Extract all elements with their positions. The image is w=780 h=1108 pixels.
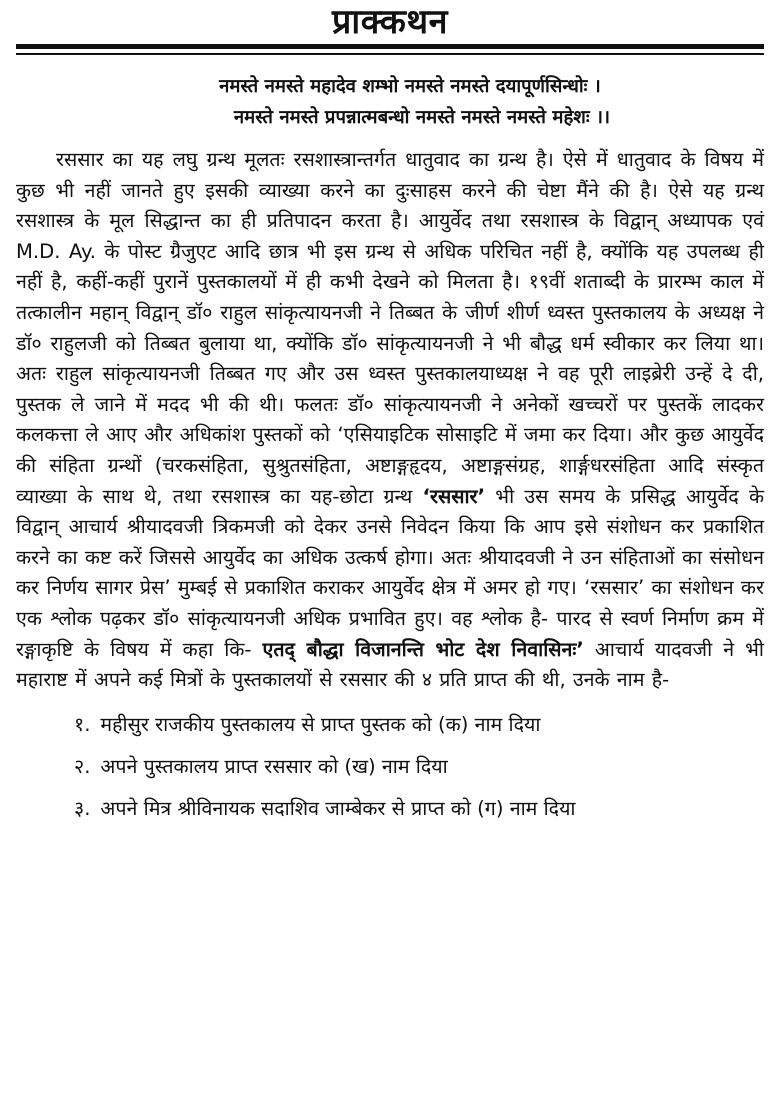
list-item [16, 746, 764, 788]
list-item-text: अपने मित्र श्रीविनायक सदाशिव जाम्बेकर से प्राप्त को (ग) नाम दिया [100, 796, 576, 820]
paragraph-text-1: रससार का यह लघु ग्रन्थ मूलतः रसशास्त्रान्तर्गत धातुवाद का ग्रन्थ है। ऐसे में धातुवाद के विषय में कुछ भी नहीं जानते हुए इसकी व्याख्या करने का दुःसाहस करने की चेष्टा मैंने की है। ऐसे यह ग्रन्थ रसशास्त्र के मूल सिद्धान्त का ही प्रतिपादन करता है। आयुर्वेद तथा रसशास्त्र के विद्वान् अध्यापक एवं M.D. Ay. के पोस्ट ग्रैजुएट आदि छात्र भी इस ग्रन्थ से अधिक परिचित नहीं है, क्योंकि यह उपलब्ध ही नहीं है, कहीं-कहीं पुरानें पुस्तकालयों में ही कभी देखने को मिलता है। १९वीं शताब्दी के प्रारम्भ काल में तत्कालीन महान् विद्वान् डॉ० राहुल सांकृत्यायनजी ने तिब्बत के जीर्ण शीर्ण ध्वस्त पुस्तकालय के अध्यक्ष ने डॉ० राहुलजी को तिब्बत बुलाया था, क्योंकि डॉ० सांकृत्यायनजी ने भी बौद्ध धर्म स्वीकार कर लिया था। अतः राहुल सांकृत्यायनजी तिब्बत गए और उस ध्वस्त पुस्तकालयाध्यक्ष ने वह पूरी लाइब्रेरी उन्हें दे दी, पुस्तक ले जाने में मदद भी की थी। फलतः डॉ० सांकृत्यायनजी ने अनेकों खच्चरों पर पुस्तकें लादकर कलकत्ता ले आए और अधिकांश पुस्तकों को ‘एसियाइटिक सोसाइटि में जमा कर दिया। और कुछ आयुर्वेद की संहिता ग्रन्थों (चरकसंहिता, सुश्रुतसंहिता, अष्टाङ्गहृदय, अष्टाङ्गसंग्रह, शार्ङ्गधरसंहिता आदि संस्कृत व्याख्या के साथ थे, तथा रसशास्त्र का यह-छोटा ग्रन्थ [16, 148, 764, 508]
title-rule-thick [16, 44, 764, 49]
paragraph-text-3: आचार्य यादवजी ने भी महाराष्ट में अपने कई मित्रों के पुस्तकालयों से रससार की ४ प्रति प्राप्त की थी, उनके नाम है- [16, 637, 764, 692]
paragraph-text-2: भी उस समय के प्रसिद्ध आयुर्वेद के विद्वान् आचार्य श्रीयादवजी त्रिकमजी को देकर उनसे निवेदन किया कि आप इसे संशोधन कर प्रकाशित करने का कष्ट करें जिससे आयुर्वेद का अधिक उत्कर्ष होगा। अतः श्रीयादवजी ने उन संहिताओं का संसोधन कर निर्णय सागर प्रेस’ मुम्बई से प्रकाशित कराकर आयुर्वेद क्षेत्र में अमर हो गए। ‘रससार’ का संशोधन कर एक श्लोक पढ़कर डॉ० सांकृत्यायनजी अधिक प्रभावित हुए। वह श्लोक है- पारद से स्वर्ण निर्माण क्रम में रङ्गाकृष्टि के विषय में कहा कि- [16, 484, 764, 661]
list-item-number: २. [74, 754, 91, 778]
body-paragraph [16, 145, 764, 696]
list-item [16, 788, 764, 830]
paragraph-bold-rassar: ‘रससार’ [422, 484, 486, 508]
list-item-text: महीसुर राजकीय पुस्तकालय से प्राप्त पुस्तक को (क) नाम दिया [100, 712, 541, 736]
verse-line-1: नमस्ते नमस्ते महादेव शम्भो नमस्ते नमस्ते दयापूर्णसिन्धोः । [219, 76, 601, 97]
verse-line-2: नमस्ते नमस्ते प्रपन्नात्मबन्धो नमस्ते नमस्ते नमस्ते महेशः ।। [233, 107, 611, 128]
page-title: प्राक्कथन [332, 2, 448, 42]
paragraph-bold-quote: एतद् बौद्धा विजानन्ति भोट देश निवासिनः’ [262, 637, 584, 661]
list-item-text: अपने पुस्तकालय प्राप्त रससार को (ख) नाम दिया [100, 754, 448, 778]
invocation-verse [16, 71, 764, 133]
manuscript-list [16, 704, 764, 830]
list-item-number: ३. [74, 796, 91, 820]
list-item-number: १. [74, 712, 91, 736]
list-item [16, 704, 764, 746]
title-rule-thin [16, 53, 764, 55]
